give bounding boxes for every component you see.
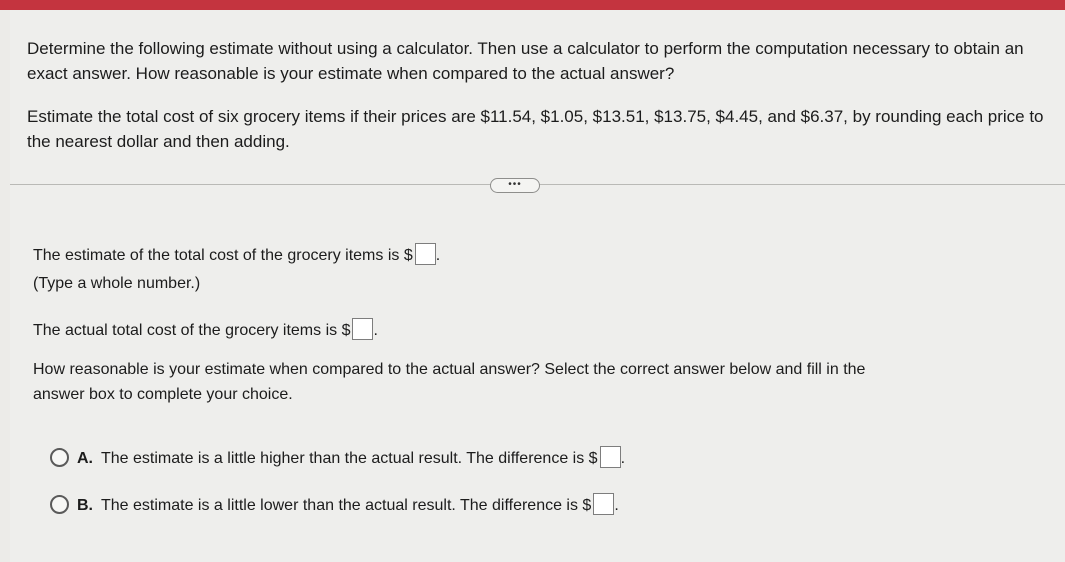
instructions-text: Determine the following estimate without using a calculator. Then use a calculator to perform the computation necessary to obtain an exact answer. How reasonable is your estimate when compared to the actual answer? — [27, 39, 1024, 83]
estimate-hint: (Type a whole number.) — [33, 275, 201, 292]
estimate-prompt: The estimate of the total cost of the grocery items is $ — [33, 247, 413, 264]
option-b[interactable] — [50, 493, 619, 517]
option-a-period: . — [620, 450, 626, 467]
estimate-answer-box[interactable] — [415, 243, 436, 265]
reasonable-prompt-line1: How reasonable is your estimate when compared to the actual answer? Select the correct answer below and fill in the — [33, 361, 866, 378]
actual-prompt: The actual total cost of the grocery items is $ — [33, 322, 351, 339]
question-panel — [10, 10, 1065, 562]
option-a-letter: A. — [77, 450, 93, 467]
option-a-text: The estimate is a little higher than the actual result. The difference is $ — [101, 450, 598, 467]
option-b-radio[interactable] — [50, 495, 69, 514]
estimate-period: . — [435, 247, 441, 264]
estimate-row — [33, 243, 440, 267]
option-b-period: . — [614, 497, 619, 514]
actual-answer-box[interactable] — [352, 318, 373, 340]
reasonable-prompt-line2: answer box to complete your choice. — [33, 386, 293, 403]
option-b-text: The estimate is a little lower than the actual result. The difference is $ — [101, 497, 592, 514]
option-a[interactable] — [50, 446, 625, 470]
option-a-answer-box[interactable] — [600, 446, 621, 468]
top-accent-bar — [0, 0, 1065, 10]
problem-text: Estimate the total cost of six grocery items if their prices are $11.54, $1.05, $13.51, $13.75, $4.45, and $6.37, by rounding each price to the nearest dollar and then adding. — [27, 107, 1044, 151]
option-b-answer-box[interactable] — [593, 493, 614, 515]
option-a-radio[interactable] — [50, 448, 69, 467]
expand-more-button[interactable]: ••• — [490, 178, 540, 193]
actual-period: . — [373, 322, 378, 339]
option-b-letter: B. — [77, 497, 93, 514]
actual-row — [33, 318, 378, 342]
